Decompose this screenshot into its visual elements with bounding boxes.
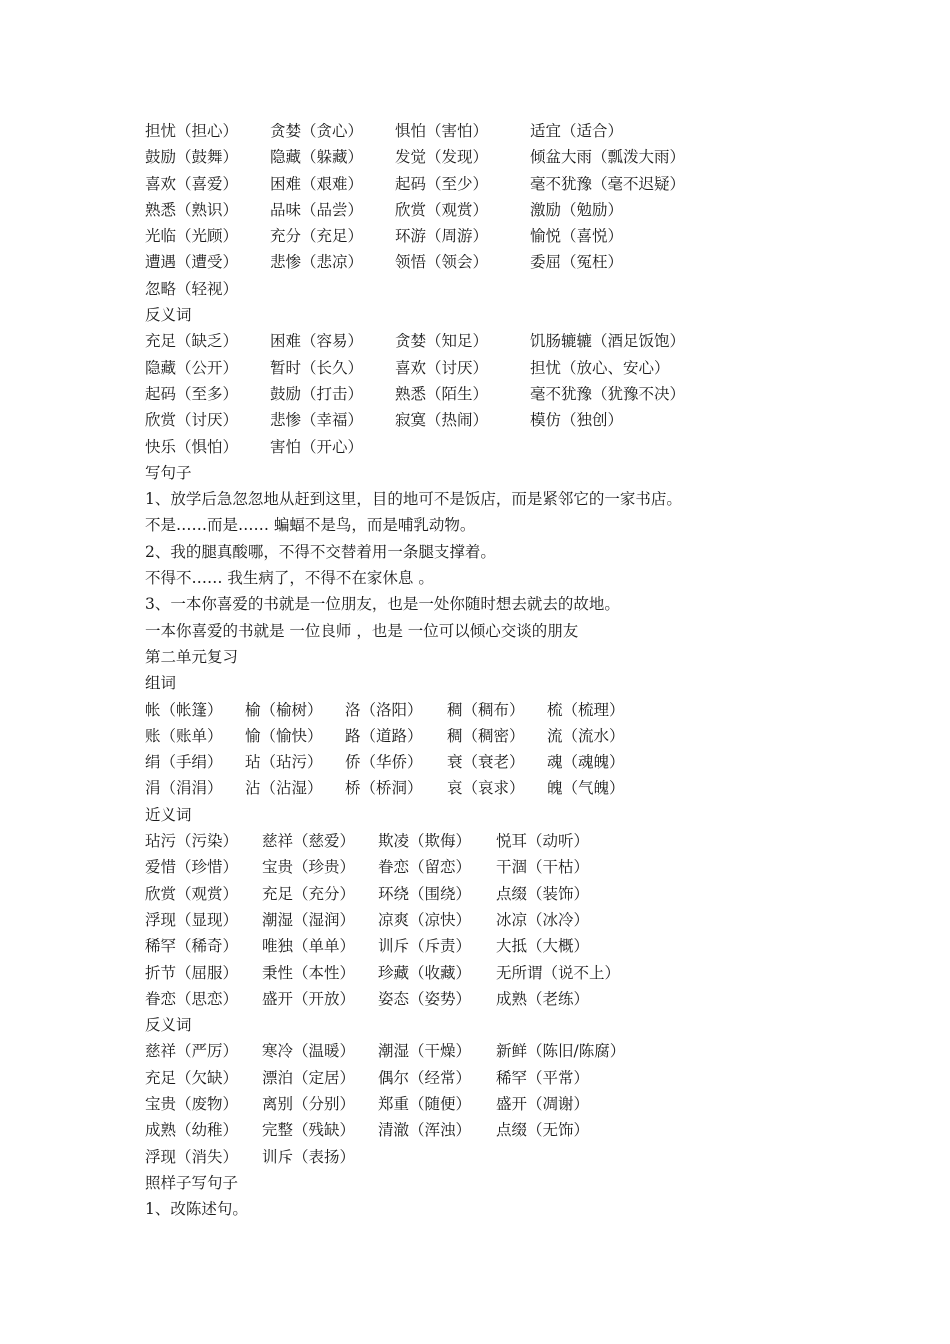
antonym-row [145,1117,865,1143]
word-pair: 大抵（大概） [496,937,590,956]
word-pair: 担忧（担心） [145,122,239,140]
word-pair: 完整（残缺） [262,1121,356,1140]
word-pair: 宝贵（珍贵） [262,858,356,877]
word-pair: 贪婪（知足） [395,332,489,351]
word-pair: 毫不犹豫（毫不迟疑） [530,174,686,193]
word-pair: 桥（桥洞） [345,779,423,798]
word-pair: 充分（充足） [270,227,364,246]
word-pair: 浮现（消失） [145,1147,239,1166]
synonym-row [145,223,865,249]
synonym-row [145,197,865,223]
word-pair: 充足（欠缺） [145,1068,239,1087]
antonym-row [145,407,865,433]
section-heading-text: 反义词 [145,1016,192,1035]
word-pair: 毫不犹豫（犹豫不决） [530,384,686,403]
antonym-row [145,1091,865,1117]
synonym-row [145,276,865,302]
word-pair: 喜欢（讨厌） [395,358,489,377]
word-pair: 衰（衰老） [447,753,525,772]
word-pair: 成熟（老练） [496,989,590,1008]
word-pair: 玷污（污染） [145,832,239,851]
synonym-row [145,828,865,854]
word-pair: 起码（至少） [395,174,489,193]
word-pair: 盛开（凋谢） [496,1094,590,1113]
section-heading [145,302,865,328]
word-pair: 涓（涓涓） [145,779,223,798]
synonym-row [145,933,865,959]
word-pair: 品味（品尝） [270,200,364,219]
word-pair: 浮现（显现） [145,910,239,929]
word-pair: 适宜（适合） [530,122,624,140]
group-row [145,723,865,749]
sentence-line-text: 不是……而是…… 蝙蝠不是鸟，而是哺乳动物。 [145,516,476,535]
word-pair: 哀（哀求） [447,779,525,798]
word-pair: 欣赏（观赏） [145,884,239,903]
word-pair: 梳（梳理） [547,700,625,719]
synonym-row [145,171,865,197]
word-pair: 愉悦（喜悦） [530,227,624,246]
sentence-line [145,512,865,538]
word-pair: 暂时（长久） [270,358,364,377]
sentence-line [145,539,865,565]
word-pair: 贪婪（贪心） [270,122,364,140]
unit-title [145,644,865,670]
word-pair: 欣赏（讨厌） [145,411,239,430]
word-pair: 流（流水） [547,726,625,745]
word-pair: 模仿（独创） [530,411,624,430]
word-pair: 喜欢（喜爱） [145,174,239,193]
word-pair: 洛（洛阳） [345,700,423,719]
word-pair: 隐藏（躲藏） [270,148,364,167]
section-heading-text: 照样子写句子 [145,1173,239,1192]
group-row [145,775,865,801]
word-pair: 账（账单） [145,726,223,745]
antonym-row [145,355,865,381]
section-heading-text: 写句子 [145,463,192,482]
word-pair: 魄（气魄） [547,779,625,798]
word-pair: 盛开（开放） [262,989,356,1008]
word-pair: 遭遇（遭受） [145,253,239,272]
word-pair: 姿态（姿势） [378,989,472,1008]
word-pair: 训斥（表扬） [262,1147,356,1166]
word-pair: 秉性（本性） [262,963,356,982]
word-pair: 悲惨（幸福） [270,411,364,430]
word-pair: 稠（稠布） [447,700,525,719]
word-pair: 困难（容易） [270,332,364,351]
unit-title-text: 第二单元复习 [145,647,239,666]
sentence-line-text: 一本你喜爱的书就是 一位良师 ，也是 一位可以倾心交谈的朋友 [145,621,579,640]
word-pair: 绢（手绢） [145,753,223,772]
sentence-line-text: 1、改陈述句。 [145,1200,248,1219]
word-pair: 寒冷（温暖） [262,1042,356,1061]
word-pair: 稠（稠密） [447,726,525,745]
word-pair: 唯独（单单） [262,937,356,956]
word-pair: 沾（沾湿） [245,779,323,798]
word-pair: 稀罕（稀奇） [145,937,239,956]
word-pair: 清澈（浑浊） [378,1121,472,1140]
word-pair: 爱惜（珍惜） [145,858,239,877]
word-pair: 鼓励（打击） [270,384,364,403]
word-pair: 熟悉（陌生） [395,384,489,403]
word-pair: 离别（分别） [262,1094,356,1113]
antonym-row [145,1038,865,1064]
word-pair: 稀罕（平常） [496,1068,590,1087]
word-pair: 充足（缺乏） [145,332,239,351]
section-heading [145,1012,865,1038]
synonym-row [145,907,865,933]
sentence-line [145,618,865,644]
word-pair: 惧怕（害怕） [395,122,489,140]
sentence-line-text: 3、一本你喜爱的书就是一位朋友，也是一处你随时想去就去的故地。 [145,595,620,614]
synonym-row [145,986,865,1012]
group-row [145,749,865,775]
synonym-row [145,249,865,275]
word-pair: 训斥（斥责） [378,937,472,956]
word-pair: 路（道路） [345,726,423,745]
synonym-row [145,881,865,907]
word-pair: 干涸（干枯） [496,858,590,877]
sentence-line-text: 1、放学后急忽忽地从赶到这里，目的地可不是饭店，而是紧邻它的一家书店。 [145,490,682,509]
word-pair: 困难（艰难） [270,174,364,193]
section-heading [145,670,865,696]
word-pair: 环绕（围绕） [378,884,472,903]
synonym-row [145,960,865,986]
word-pair: 魂（魂魄） [547,753,625,772]
antonym-row [145,1144,865,1170]
word-pair: 鼓励（鼓舞） [145,148,239,167]
group-row [145,697,865,723]
word-pair: 熟悉（熟识） [145,200,239,219]
antonym-row [145,381,865,407]
word-pair: 担忧（放心、安心） [530,358,670,377]
word-pair: 欺凌（欺侮） [378,832,472,851]
word-pair: 光临（光顾） [145,227,239,246]
word-pair: 榆（榆树） [245,700,323,719]
section-heading [145,460,865,486]
word-pair: 悦耳（动听） [496,832,590,851]
word-pair: 慈祥（严厉） [145,1042,239,1061]
word-pair: 环游（周游） [395,227,489,246]
word-pair: 无所谓（说不上） [496,963,621,982]
word-pair: 充足（充分） [262,884,356,903]
word-pair: 侨（华侨） [345,753,423,772]
word-pair: 珍藏（收藏） [378,963,472,982]
word-pair: 欣赏（观赏） [395,200,489,219]
word-pair: 折节（屈服） [145,963,239,982]
section-heading [145,802,865,828]
word-pair: 快乐（惧怕） [145,437,239,456]
section-heading [145,1170,865,1196]
word-pair: 领悟（领会） [395,253,489,272]
antonym-row [145,434,865,460]
synonym-row [145,118,865,144]
word-pair: 凉爽（凉快） [378,910,472,929]
word-pair: 慈祥（慈爱） [262,832,356,851]
word-pair: 潮湿（湿润） [262,910,356,929]
word-pair: 宝贵（废物） [145,1094,239,1113]
document-page [145,118,865,1222]
word-pair: 潮湿（干燥） [378,1042,472,1061]
word-pair: 悲惨（悲凉） [270,253,364,272]
word-pair: 点缀（无饰） [496,1121,590,1140]
word-pair: 起码（至多） [145,384,239,403]
sentence-line-text: 不得不…… 我生病了，不得不在家休息 。 [145,569,434,588]
section-heading-text: 反义词 [145,306,192,325]
antonym-row [145,1065,865,1091]
sentence-line [145,565,865,591]
word-pair: 偶尔（经常） [378,1068,472,1087]
word-pair: 发觉（发现） [395,148,489,167]
word-pair: 饥肠辘辘（酒足饭饱） [530,332,686,351]
word-pair: 忽略（轻视） [145,279,239,298]
word-pair: 害怕（开心） [270,437,364,456]
word-pair: 愉（愉快） [245,726,323,745]
word-pair: 眷恋（留恋） [378,858,472,877]
synonym-row [145,144,865,170]
word-pair: 隐藏（公开） [145,358,239,377]
word-pair: 眷恋（思恋） [145,989,239,1008]
sentence-line [145,1196,865,1222]
word-pair: 委屈（冤枉） [530,253,624,272]
sentence-line-text: 2、我的腿真酸哪，不得不交替着用一条腿支撑着。 [145,542,496,561]
word-pair: 帐（帐篷） [145,700,223,719]
word-pair: 玷（玷污） [245,753,323,772]
word-pair: 新鲜（陈旧/陈腐） [496,1042,626,1061]
section-heading-text: 近义词 [145,805,192,824]
word-pair: 冰凉（冰冷） [496,910,590,929]
word-pair: 漂泊（定居） [262,1068,356,1087]
sentence-line [145,591,865,617]
word-pair: 点缀（装饰） [496,884,590,903]
section-heading-text: 组词 [145,674,177,693]
antonym-row [145,328,865,354]
word-pair: 倾盆大雨（瓢泼大雨） [530,148,686,167]
word-pair: 激励（勉励） [530,200,624,219]
word-pair: 寂寞（热闹） [395,411,489,430]
word-pair: 郑重（随便） [378,1094,472,1113]
sentence-line [145,486,865,512]
word-pair: 成熟（幼稚） [145,1121,239,1140]
synonym-row [145,854,865,880]
